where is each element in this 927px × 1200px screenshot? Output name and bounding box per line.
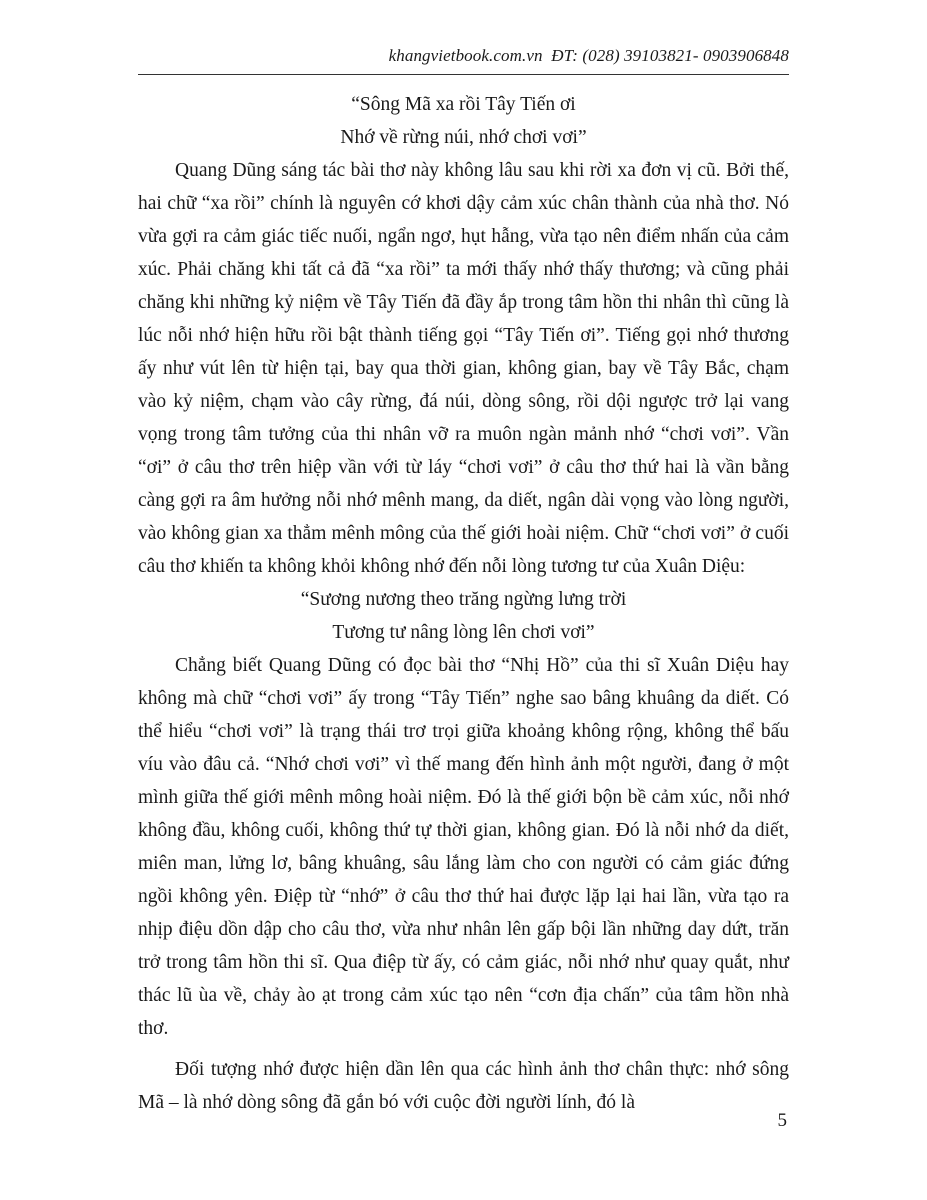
paragraph-3: Đối tượng nhớ được hiện dần lên qua các hình ảnh thơ chân thực: nhớ sông Mã – là nhớ dòng sông đã gắn bó với cuộc đời người lính, đó là <box>138 1059 789 1113</box>
poem-quote-2 <box>138 583 789 649</box>
page-body <box>138 88 789 1119</box>
poem-line: “Sương nương theo trăng ngừng lưng trời <box>300 589 627 610</box>
poem-line: Nhớ về rừng núi, nhớ chơi vơi” <box>340 127 587 148</box>
poem-line: “Sông Mã xa rồi Tây Tiến ơi <box>351 94 576 115</box>
header-phone: ĐT: (028) 39103821- 0903906848 <box>551 46 789 65</box>
header-site: khangvietbook.com.vn <box>388 46 543 65</box>
poem-line: Tương tư nâng lòng lên chơi vơi” <box>332 622 595 643</box>
paragraph-2: Chẳng biết Quang Dũng có đọc bài thơ “Nhị Hồ” của thi sĩ Xuân Diệu hay không mà chữ “chơi vơi” ấy trong “Tây Tiến” nghe sao bâng khuâng da diết. Có thể hiểu “chơi vơi” là trạng thái trơ trọi giữa khoảng không rộng, không thể bấu víu vào đâu cả. “Nhớ chơi vơi” vì thế mang đến hình ảnh một người, đang ở một mình giữa thế giới mênh mông hoài niệm. Đó là thế giới bộn bề cảm xúc, nỗi nhớ không đầu, không cuối, không thứ tự thời gian, không gian. Đó là nỗi nhớ da diết, miên man, lửng lơ, bâng khuâng, sâu lắng làm cho con người có cảm giác đứng ngồi không yên. Điệp từ “nhớ” ở câu thơ thứ hai được lặp lại hai lần, vừa tạo ra nhịp điệu dồn dập cho câu thơ, vừa như nhân lên gấp bội lần những day dứt, trăn trở trong tâm hồn thi sĩ. Qua điệp từ ấy, có cảm giác, nỗi nhớ như quay quắt, như thác lũ ùa về, chảy ào ạt trong cảm xúc tạo nên “cơn địa chấn” của tâm hồn nhà thơ. <box>138 655 789 1039</box>
page-header <box>138 44 789 75</box>
poem-quote-1 <box>138 88 789 154</box>
page-number: 5 <box>777 1110 787 1131</box>
paragraph-1: Quang Dũng sáng tác bài thơ này không lâu sau khi rời xa đơn vị cũ. Bởi thế, hai chữ “xa rồi” chính là nguyên cớ khơi dậy cảm xúc chân thành của nhà thơ. Nó vừa gợi ra cảm giác tiếc nuối, ngẩn ngơ, hụt hẫng, vừa tạo nên điểm nhấn của cảm xúc. Phải chăng khi tất cả đã “xa rồi” ta mới thấy nhớ thấy thương; và cũng phải chăng khi những kỷ niệm về Tây Tiến đã đầy ắp trong tâm hồn thi nhân thì cũng là lúc nỗi nhớ hiện hữu rồi bật thành tiếng gọi “Tây Tiến ơi”. Tiếng gọi nhớ thương ấy như vút lên từ hiện tại, bay qua thời gian, không gian, bay về Tây Bắc, chạm vào kỷ niệm, chạm vào cây rừng, đá núi, dòng sông, rồi dội ngược trở lại vang vọng trong tâm tưởng của thi nhân vỡ ra muôn ngàn mảnh nhớ “chơi vơi”. Vần “ơi” ở câu thơ trên hiệp vần với từ láy “chơi vơi” ở câu thơ thứ hai là vần bằng càng gợi ra âm hưởng nỗi nhớ mênh mang, da diết, ngân dài vọng vào lòng người, vào không gian xa thẳm mênh mông của thế giới hoài niệm. Chữ “chơi vơi” ở cuối câu thơ khiến ta không khỏi không nhớ đến nỗi lòng tương tư của Xuân Diệu: <box>138 160 789 577</box>
header-text <box>389 46 789 66</box>
